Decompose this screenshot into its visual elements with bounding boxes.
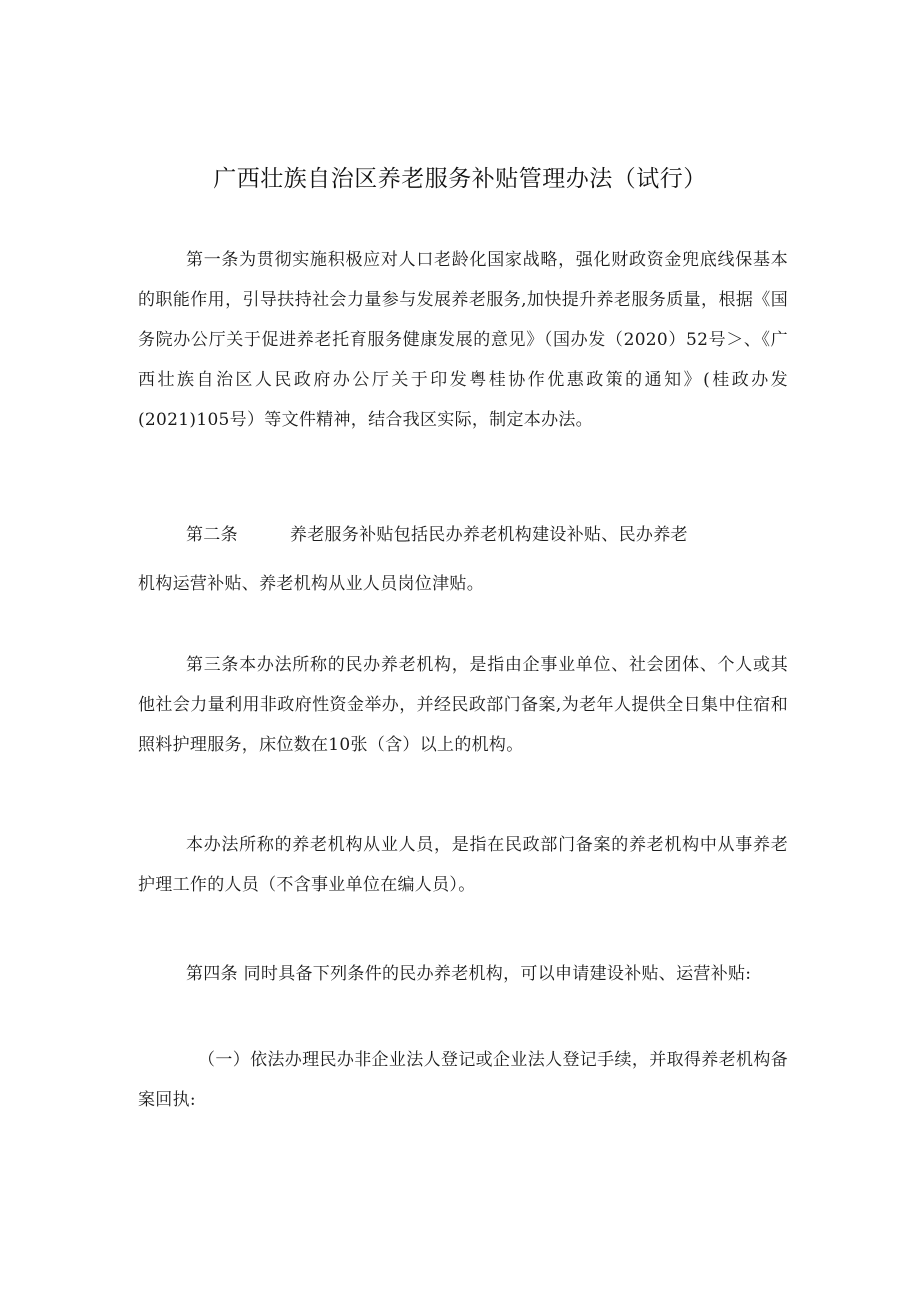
article-2-line-2: 机构运营补贴、养老机构从业人员岗位津贴。 — [138, 574, 484, 594]
article-2-line-1: 养老服务补贴包括民办养老机构建设补贴、民办养老 — [289, 525, 688, 545]
article-1-paragraph: 第一条为贯彻实施积极应对人口老龄化国家战略，强化财政资金兜底线保基本的职能作用，引导扶持社会力量参与发展养老服务,加快提升养老服务质量，根据《国务院办公厅关于促进养老托育服务健康发展的意见》（国办发（2020）52号＞、《广西壮族自治区人民政府办公厅关于印发粤桂协作优惠政策的通知》(桂政办发(2021)105号）等文件精神，结合我区实际，制定本办法。 — [138, 250, 788, 430]
article-4-item-1: （一）依法办理民办非企业法人登记或企业法人登记手续，并取得养老机构备案回执: — [138, 1050, 788, 1110]
article-3-paragraph: 第三条本办法所称的民办养老机构，是指由企事业单位、社会团体、个人或其他社会力量利用非政府性资金举办，并经民政部门备案,为老年人提供全日集中住宿和照料护理服务，床位数在10张（含）以上的机构。 — [138, 655, 788, 755]
article-4-paragraph: 第四条 同时具备下列条件的民办养老机构，可以申请建设补贴、运营补贴: — [186, 964, 752, 984]
article-3-note-paragraph: 本办法所称的养老机构从业人员，是指在民政部门备案的养老机构中从事养老护理工作的人员（不含事业单位在编人员）。 — [138, 835, 788, 895]
document-title: 广西壮族自治区养老服务补贴管理办法（试行） — [213, 166, 707, 192]
article-2-label: 第二条 — [186, 525, 238, 545]
article-2-first-line — [186, 515, 688, 555]
